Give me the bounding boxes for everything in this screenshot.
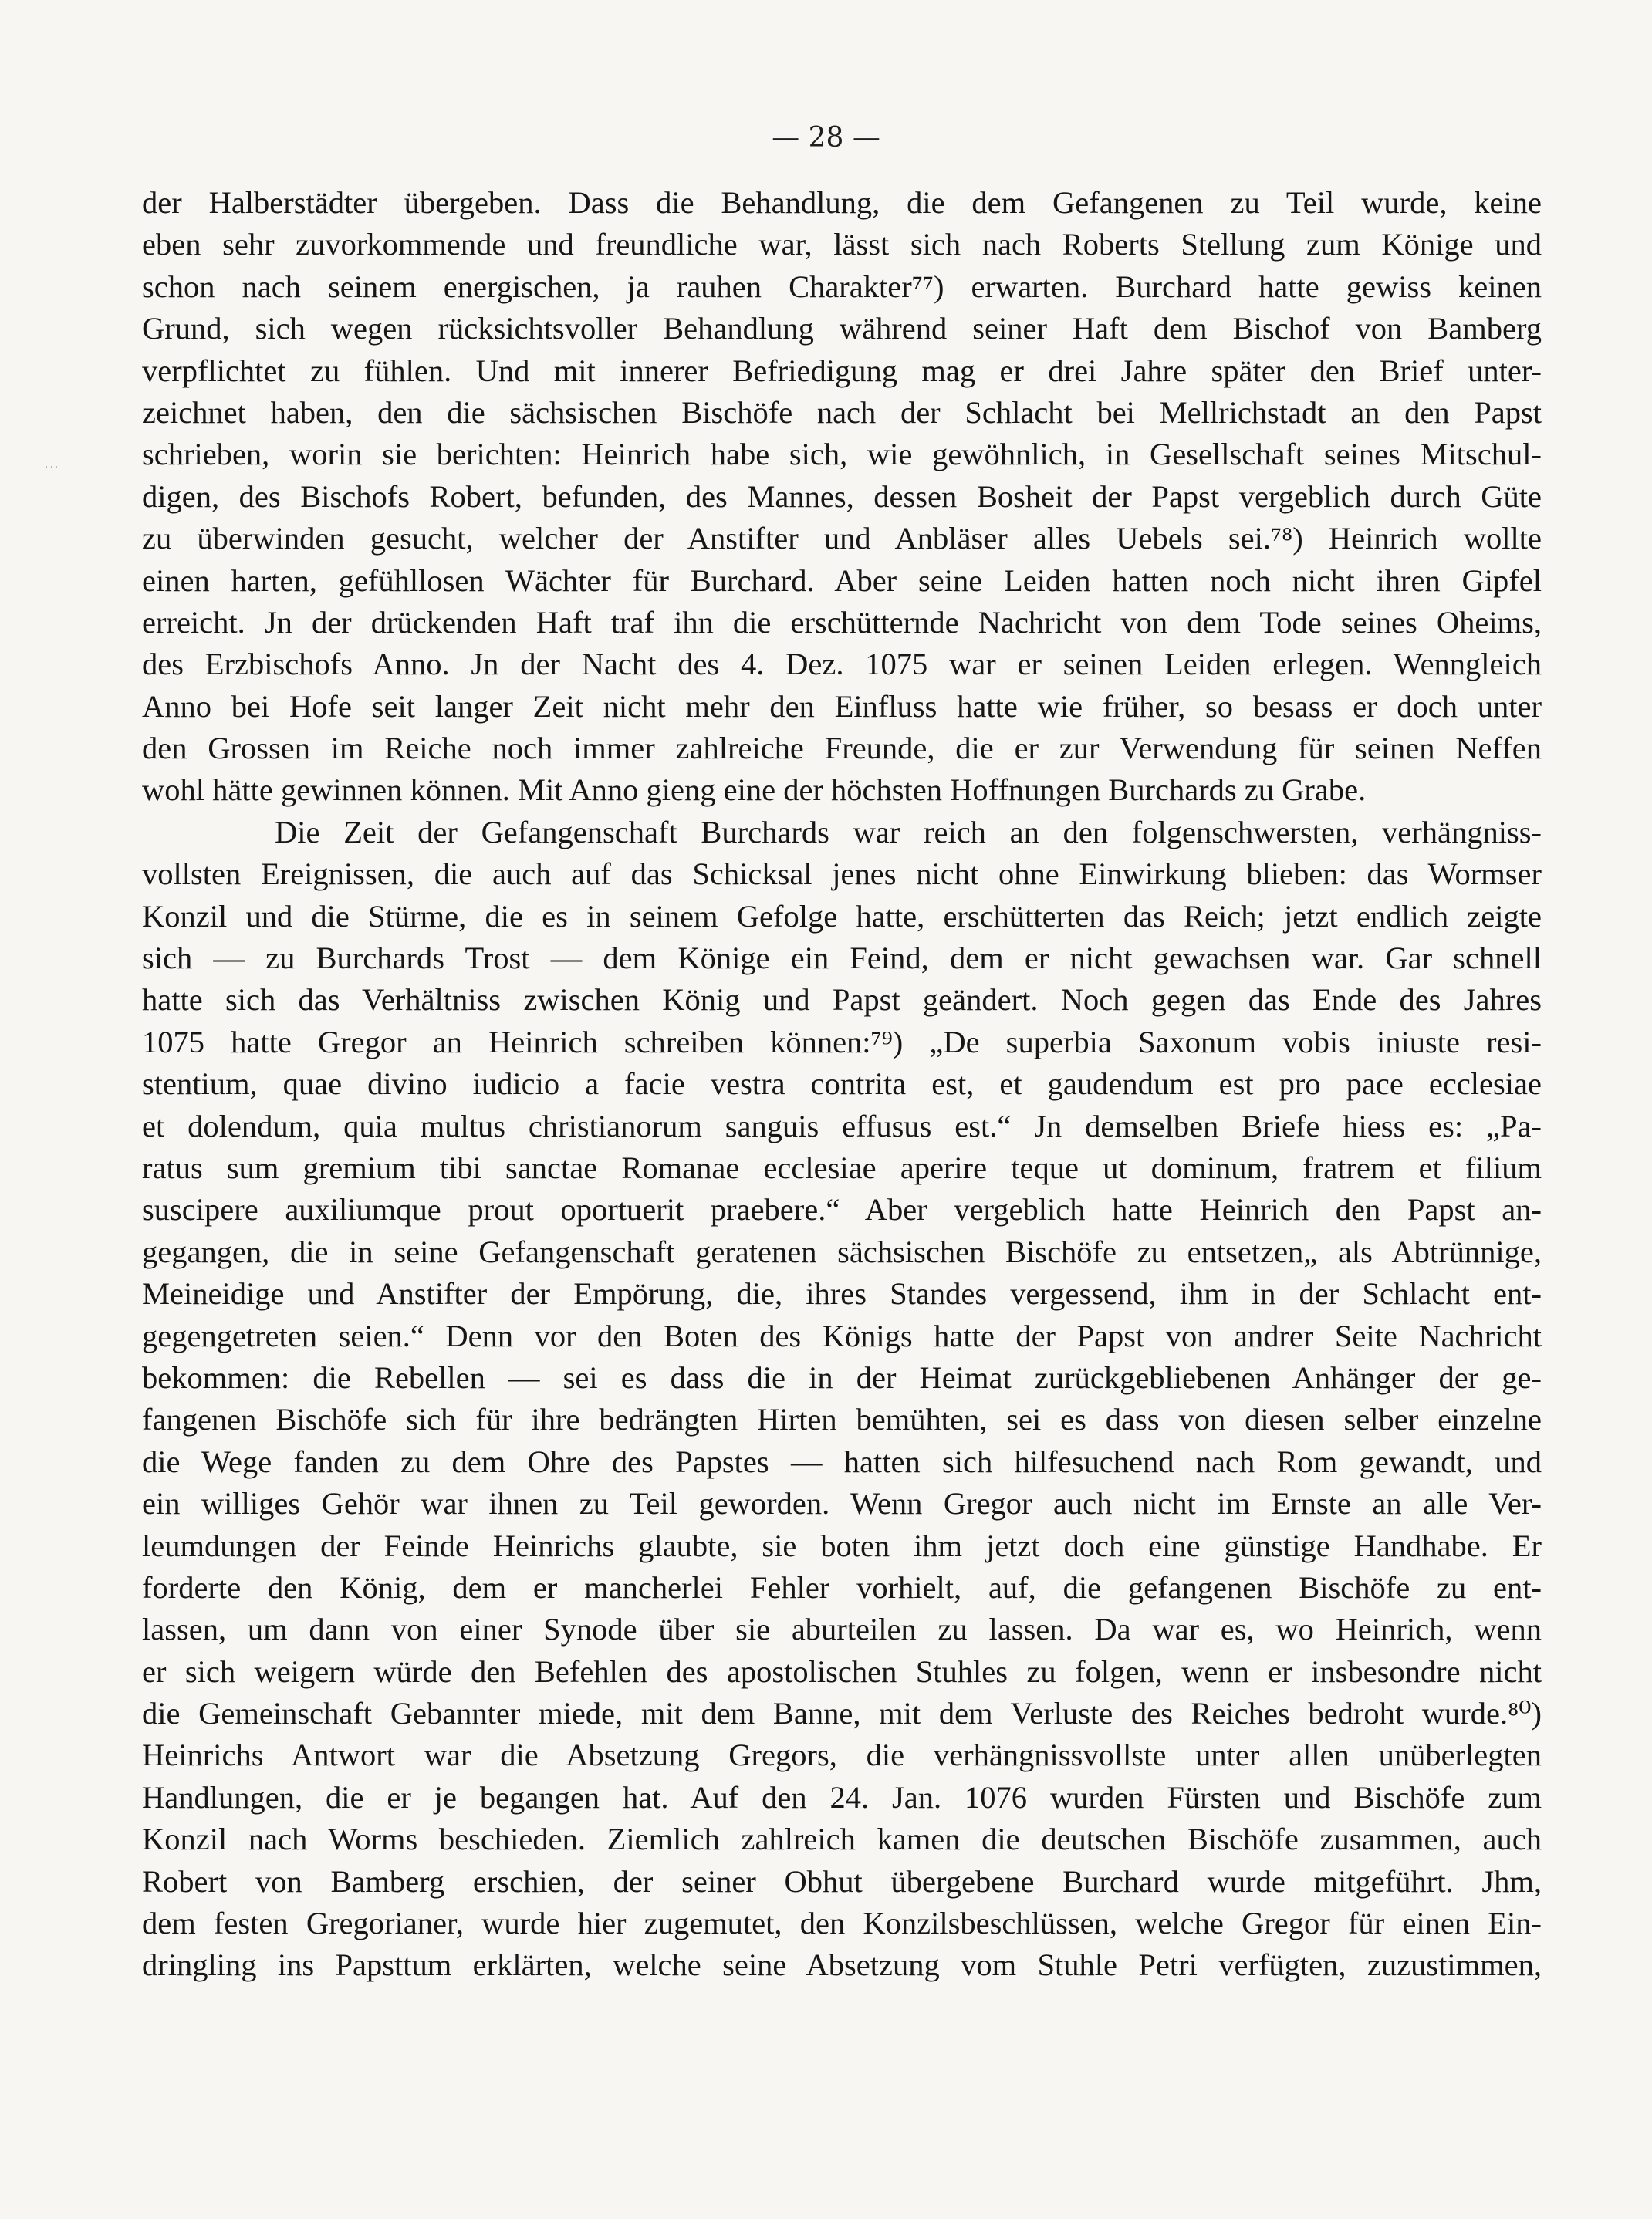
- text-line: der Halberstädter übergeben. Dass die Behandlung, die dem Gefangenen zu Teil wurde, keine: [142, 185, 1542, 220]
- text-line: eben sehr zuvorkommende und freundliche war, lässt sich nach Roberts Stellung zum Könige und: [142, 227, 1542, 262]
- text-line: den Grossen im Reiche noch immer zahlreiche Freunde, die er zur Verwendung für seinen Neffen: [142, 731, 1542, 766]
- text-line: erreicht. Jn der drückenden Haft traf ihn die erschütternde Nachricht von dem Tode seines Oheims,: [142, 604, 1542, 640]
- text-line: des Erzbischofs Anno. Jn der Nacht des 4. Dez. 1075 war er seinen Leiden erlegen. Wenngleich: [142, 647, 1542, 682]
- text-line: 1075 hatte Gregor an Heinrich schreiben können:⁷⁹) „De superbia Saxonum vobis iniuste resi-: [142, 1024, 1542, 1059]
- text-line: die Gemeinschaft Gebannter miede, mit dem Banne, mit dem Verluste des Reiches bedroht wurde.⁸⁰): [142, 1696, 1542, 1731]
- text-line: et dolendum, quia multus christianorum sanguis effusus est.“ Jn demselben Briefe hiess es: „Pa-: [142, 1108, 1542, 1143]
- text-line: die Wege fanden zu dem Ohre des Papstes — hatten sich hilfesuchend nach Rom gewandt, und: [142, 1444, 1542, 1479]
- text-line: digen, des Bischofs Robert, befunden, des Mannes, dessen Bosheit der Papst vergeblich durch Güte: [142, 478, 1542, 514]
- text-line: zeichnet haben, den die sächsischen Bischöfe nach der Schlacht bei Mellrichstadt an den Papst: [142, 394, 1542, 430]
- text-line: schrieben, worin sie berichten: Heinrich habe sich, wie gewöhnlich, in Gesellschaft seines Mitschul-: [142, 437, 1542, 472]
- text-line: dem festen Gregorianer, wurde hier zugemutet, den Konzilsbeschlüssen, welche Gregor für einen Ein-: [142, 1906, 1542, 1941]
- text-line: Anno bei Hofe seit langer Zeit nicht mehr den Einfluss hatte wie früher, so besass er doch unter: [142, 688, 1542, 724]
- text-line: Heinrichs Antwort war die Absetzung Gregors, die verhängnissvollste unter allen unüberlegten: [142, 1738, 1542, 1773]
- text-line: zu überwinden gesucht, welcher der Anstifter und Anbläser alles Uebels sei.⁷⁸) Heinrich wollte: [142, 521, 1542, 556]
- text-line: hatte sich das Verhältniss zwischen König und Papst geändert. Noch gegen das Ende des Jahres: [142, 982, 1542, 1018]
- text-line: Meineidige und Anstifter der Empörung, die, ihres Standes vergessend, ihm in der Schlacht ent-: [142, 1276, 1542, 1312]
- text-line: forderte den König, dem er mancherlei Fehler vorhielt, auf, die gefangenen Bischöfe zu ent-: [142, 1569, 1542, 1605]
- text-line: ein williges Gehör war ihnen zu Teil geworden. Wenn Gregor auch nicht im Ernste an alle Ver-: [142, 1486, 1542, 1522]
- text-line: fangenen Bischöfe sich für ihre bedrängten Hirten bemühten, sei es dass von diesen selber einzelne: [142, 1402, 1542, 1437]
- text-line: dringling ins Papsttum erklärten, welche seine Absetzung vom Stuhle Petri verfügten, zuzustimmen,: [142, 1947, 1542, 1983]
- text-line: Konzil nach Worms beschieden. Ziemlich zahlreich kamen die deutschen Bischöfe zusammen, auch: [142, 1822, 1542, 1857]
- text-line: verpflichtet zu fühlen. Und mit innerer Befriedigung mag er drei Jahre später den Brief unter-: [142, 353, 1542, 388]
- text-line: Konzil und die Stürme, die es in seinem Gefolge hatte, erschütterten das Reich; jetzt endlich zeigte: [142, 898, 1542, 934]
- text-line: bekommen: die Rebellen — sei es dass die in der Heimat zurückgebliebenen Anhänger der ge-: [142, 1359, 1542, 1395]
- text-line: leumdungen der Feinde Heinrichs glaubte, sie boten ihm jetzt doch eine günstige Handhabe. Er: [142, 1528, 1542, 1563]
- body-text: [142, 182, 1542, 1987]
- text-line: sich — zu Burchards Trost — dem Könige ein Feind, dem er nicht gewachsen war. Gar schnell: [142, 941, 1542, 976]
- text-line: vollsten Ereignissen, die auch auf das Schicksal jenes nicht ohne Einwirkung blieben: das Wormser: [142, 856, 1542, 892]
- text-line: gegangen, die in seine Gefangenschaft geratenen sächsischen Bischöfe zu entsetzen„ als Abtrünnige,: [142, 1234, 1542, 1269]
- page-number: — 28 —: [772, 122, 880, 154]
- text-line: wohl hätte gewinnen können. Mit Anno gieng eine der höchsten Hoffnungen Burchards zu Grabe.: [142, 772, 1367, 808]
- text-line: gegengetreten seien.“ Denn vor den Boten des Königs hatte der Papst von andrer Seite Nachricht: [142, 1318, 1542, 1353]
- text-line: Robert von Bamberg erschien, der seiner Obhut übergebene Burchard wurde mitgeführt. Jhm,: [142, 1863, 1542, 1899]
- text-line: er sich weigern würde den Befehlen des apostolischen Stuhles zu folgen, wenn er insbesondre nicht: [142, 1653, 1542, 1689]
- text-line: Handlungen, die er je begangen hat. Auf den 24. Jan. 1076 wurden Fürsten und Bischöfe zum: [142, 1779, 1542, 1815]
- text-line: schon nach seinem energischen, ja rauhen Charakter⁷⁷) erwarten. Burchard hatte gewiss keinen: [142, 269, 1542, 304]
- text-line: stentium, quae divino iudicio a facie vestra contrita est, et gaudendum est pro pace ecclesiae: [142, 1066, 1542, 1102]
- margin-mark: ...: [45, 458, 60, 471]
- text-line: einen harten, gefühllosen Wächter für Burchard. Aber seine Leiden hatten noch nicht ihren Gipfel: [142, 562, 1542, 598]
- text-line: suscipere auxiliumque prout oportuerit praebere.“ Aber vergeblich hatte Heinrich den Papst an-: [142, 1192, 1542, 1228]
- text-line: ratus sum gremium tibi sanctae Romanae ecclesiae aperire teque ut dominum, fratrem et filium: [142, 1150, 1542, 1185]
- text-line: lassen, um dann von einer Synode über sie aburteilen zu lassen. Da war es, wo Heinrich, wenn: [142, 1612, 1542, 1647]
- paragraph-start-line: Die Zeit der Gefangenschaft Burchards war reich an den folgenschwersten, verhängniss-: [275, 814, 1542, 849]
- text-line: Grund, sich wegen rücksichtsvoller Behandlung während seiner Haft dem Bischof von Bamberg: [142, 311, 1542, 346]
